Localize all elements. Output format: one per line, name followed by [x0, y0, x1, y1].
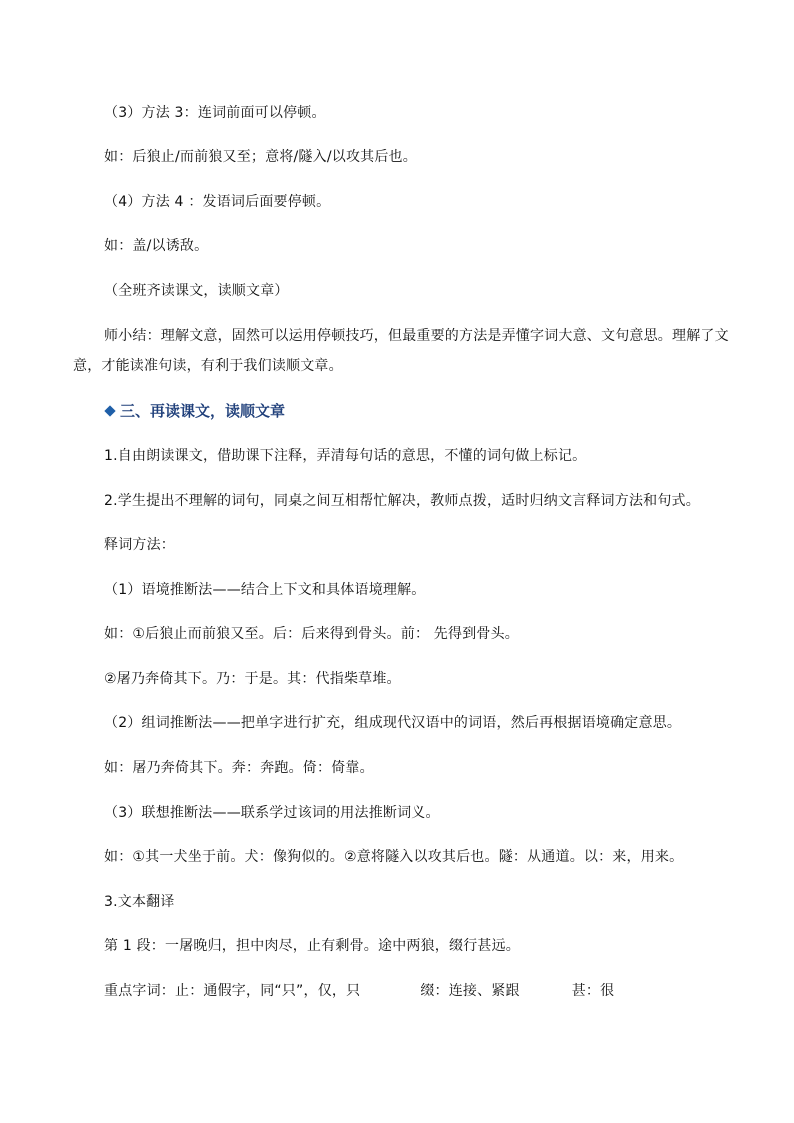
compound-method-line: （2）组词推断法——把单字进行扩充，组成现代汉语中的词语，然后再根据语境确定意思。 — [104, 715, 682, 731]
key-words-part-1: 重点字词：止：通假字，同“只”，仅，只 — [104, 983, 361, 999]
section-heading — [104, 402, 285, 420]
paragraph-1-text: 第 1 段：一屠晚归，担中肉尽，止有剩骨。途中两狼，缀行甚远。 — [104, 938, 521, 954]
context-method-line: （1）语境推断法——结合上下文和具体语境理解。 — [104, 582, 426, 598]
context-example-1: 如：①后狼止而前狼又至。后：后来得到骨头。前： 先得到骨头。 — [104, 626, 519, 642]
context-example-2: ②屠乃奔倚其下。乃：于是。其：代指柴草堆。 — [104, 671, 401, 687]
teacher-summary-line-2: 意，才能读准句读，有利于我们读顺文章。 — [73, 358, 343, 374]
method-3-line: （3）方法 3：连词前面可以停顿。 — [104, 105, 326, 121]
diamond-bullet-icon — [104, 405, 115, 416]
key-words-part-2: 缀：连接、紧跟 — [420, 983, 520, 999]
word-method-title: 释词方法： — [104, 537, 175, 553]
association-method-line: （3）联想推断法——联系学过该词的用法推断词义。 — [104, 805, 440, 821]
key-words-part-3: 甚：很 — [571, 983, 615, 999]
teacher-summary-line-1: 师小结：理解文意，固然可以运用停顿技巧，但最重要的方法是弄懂字词大意、文句意思。理解了文 — [104, 328, 729, 344]
compound-example: 如：屠乃奔倚其下。奔：奔跑。倚：倚靠。 — [104, 760, 374, 776]
translation-title: 3.文本翻译 — [104, 894, 175, 910]
method-4-line: （4）方法 4 ：发语词后面要停顿。 — [104, 194, 331, 210]
step-1-line: 1.自由朗读课文，借助课下注释，弄清每句话的意思，不懂的词句做上标记。 — [104, 448, 587, 464]
method-4-example: 如：盖/以诱敌。 — [104, 238, 209, 254]
association-example: 如：①其一犬坐于前。犬：像狗似的。②意将隧入以攻其后也。隧：从通道。以：来，用来。 — [104, 849, 684, 865]
method-3-example: 如：后狼止/而前狼又至；意将/隧入/以攻其后也。 — [104, 149, 417, 165]
key-words-line — [104, 982, 614, 1000]
class-reading-note: （全班齐读课文，读顺文章） — [104, 283, 289, 299]
section-heading-text: 三、再读课文，读顺文章 — [120, 402, 286, 420]
step-2-line: 2.学生提出不理解的词句，同桌之间互相帮忙解决，教师点拨，适时归纳文言释词方法和句式。 — [104, 493, 700, 509]
